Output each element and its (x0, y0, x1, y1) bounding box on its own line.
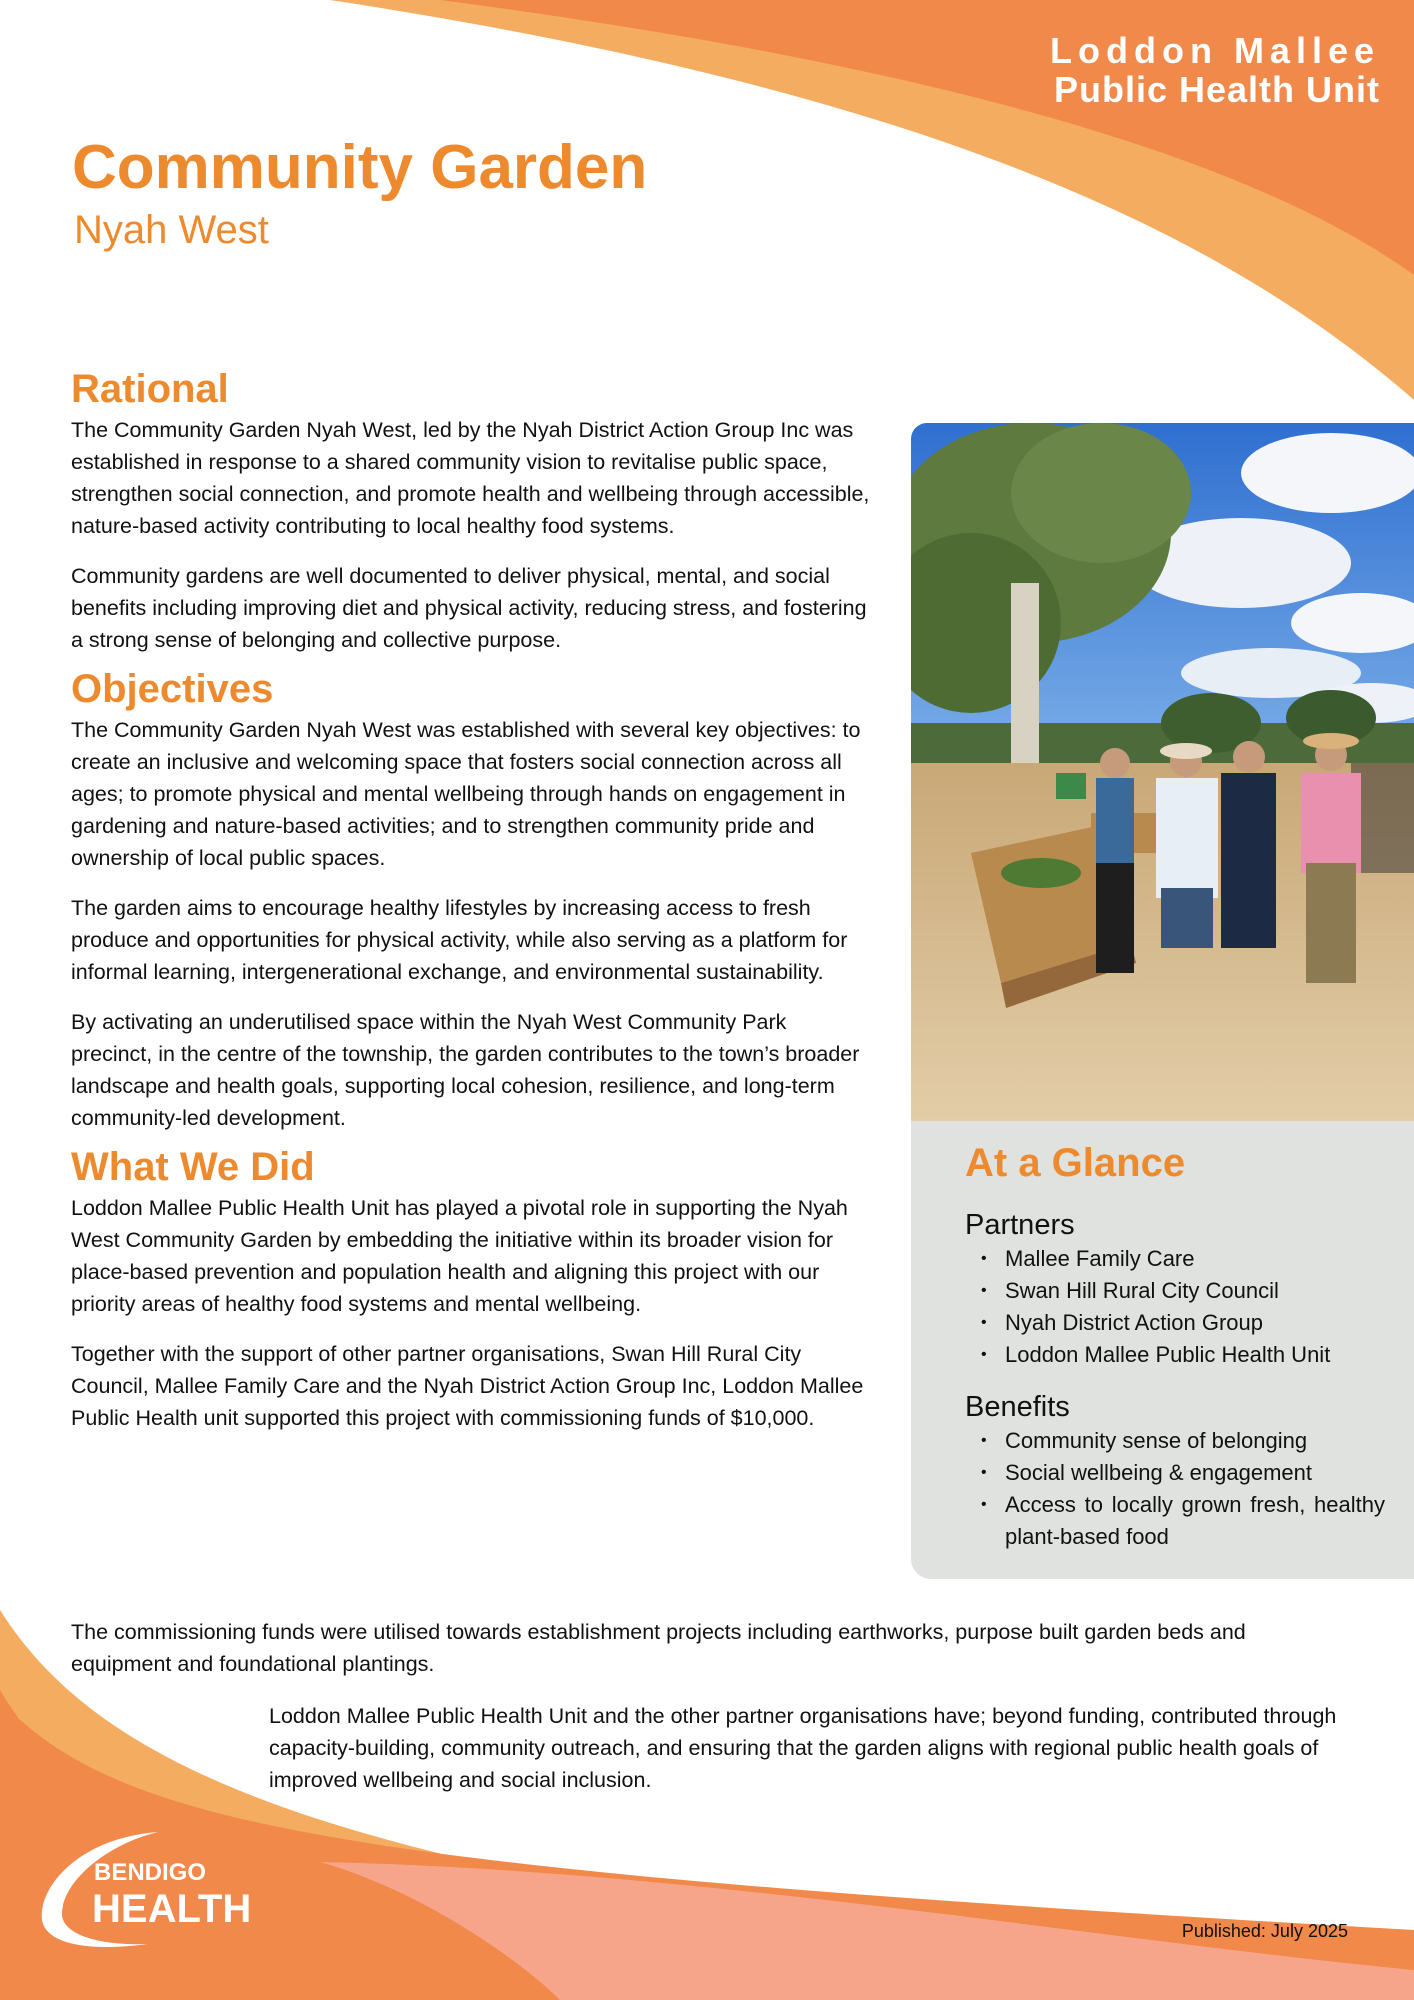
list-item: • Mallee Family Care (965, 1243, 1385, 1275)
what-we-did-heading: What We Did (71, 1145, 315, 1189)
logo-text-bendigo: BENDIGO (94, 1859, 207, 1886)
page-subtitle: Nyah West (74, 208, 269, 252)
at-a-glance-panel (911, 1121, 1414, 1579)
list-item: • Swan Hill Rural City Council (965, 1275, 1385, 1307)
list-item: • Nyah District Action Group (965, 1307, 1385, 1339)
objectives-paragraph-2: The garden aims to encourage healthy lifestyles by increasing access to fresh produce and opportunities for physical activity, while also serving as a platform for informal learning, intergenerational exchange, and environmental sustainability. (71, 896, 848, 984)
rational-paragraph-1: The Community Garden Nyah West, led by the Nyah District Action Group Inc was established in response to a shared community vision to revitalise public space, strengthen social connection, and promote health and wellbeing through accessible, nature-based activity contributing to local healthy food systems. (71, 418, 870, 538)
rational-heading: Rational (71, 367, 229, 411)
main-column (71, 364, 871, 1452)
benefits-list (965, 1425, 1385, 1553)
list-item: • Access to locally grown fresh, healthy plant-based food (965, 1489, 1385, 1553)
partners-heading: Partners (965, 1209, 1075, 1241)
unit-line-2: Public Health Unit (1053, 69, 1380, 110)
garden-photo-illustration (911, 423, 1414, 1121)
objectives-paragraph-3: By activating an underutilised space within the Nyah West Community Park precinct, in the centre of the township, the garden contributes to the town’s broader landscape and health goals, supporting local cohesion, resilience, and long-term community-led development. (71, 1010, 860, 1130)
rational-paragraph-2: Community gardens are well documented to deliver physical, mental, and social benefits including improving diet and physical activity, reducing stress, and fostering a strong sense of belonging and collective purpose. (71, 564, 867, 652)
list-item: • Social wellbeing & engagement (965, 1457, 1385, 1489)
benefits-heading: Benefits (965, 1391, 1070, 1423)
what-we-did-paragraph-2: Together with the support of other partner organisations, Swan Hill Rural City Council, Mallee Family Care and the Nyah District Action Group Inc, Loddon Mallee Public Health unit supported this project with commissioning funds of $10,000. (71, 1342, 864, 1430)
what-we-did-indented-paragraph: Loddon Mallee Public Health Unit and the other partner organisations have; beyond funding, contributed through capacity-building, community outreach, and ensuring that the garden aligns with regional public health goals of improved wellbeing and social inclusion. (269, 1704, 1337, 1792)
list-item: • Loddon Mallee Public Health Unit (965, 1339, 1385, 1371)
objectives-heading: Objectives (71, 667, 274, 711)
at-a-glance-heading: At a Glance (965, 1141, 1186, 1185)
what-we-did-full-paragraph: The commissioning funds were utilised towards establishment projects including earthworks, purpose built garden beds and equipment and foundational plantings. (71, 1620, 1246, 1676)
list-item: • Community sense of belonging (965, 1425, 1385, 1457)
garden-photo (911, 423, 1414, 1121)
public-health-unit-label (1050, 32, 1380, 110)
page-title: Community Garden (72, 133, 648, 202)
what-we-did-paragraph-1: Loddon Mallee Public Health Unit has played a pivotal role in supporting the Nyah West Community Garden by embedding the initiative within its broader vision for place-based prevention and population health and aligning this project with our priority areas of healthy food systems and mental wellbeing. (71, 1196, 848, 1316)
published-date: Published: July 2025 (1181, 1921, 1348, 1941)
partners-list (965, 1243, 1385, 1371)
unit-line-1: Loddon Mallee (1050, 30, 1380, 71)
objectives-paragraph-1: The Community Garden Nyah West was established with several key objectives: to create an inclusive and welcoming space that fosters social connection across all ages; to promote physical and mental wellbeing through hands on engagement in gardening and nature-based activities; and to strengthen community pride and ownership of local public spaces. (71, 718, 861, 870)
bendigo-health-logo (38, 1828, 298, 1952)
logo-text-health: HEALTH (92, 1887, 252, 1931)
